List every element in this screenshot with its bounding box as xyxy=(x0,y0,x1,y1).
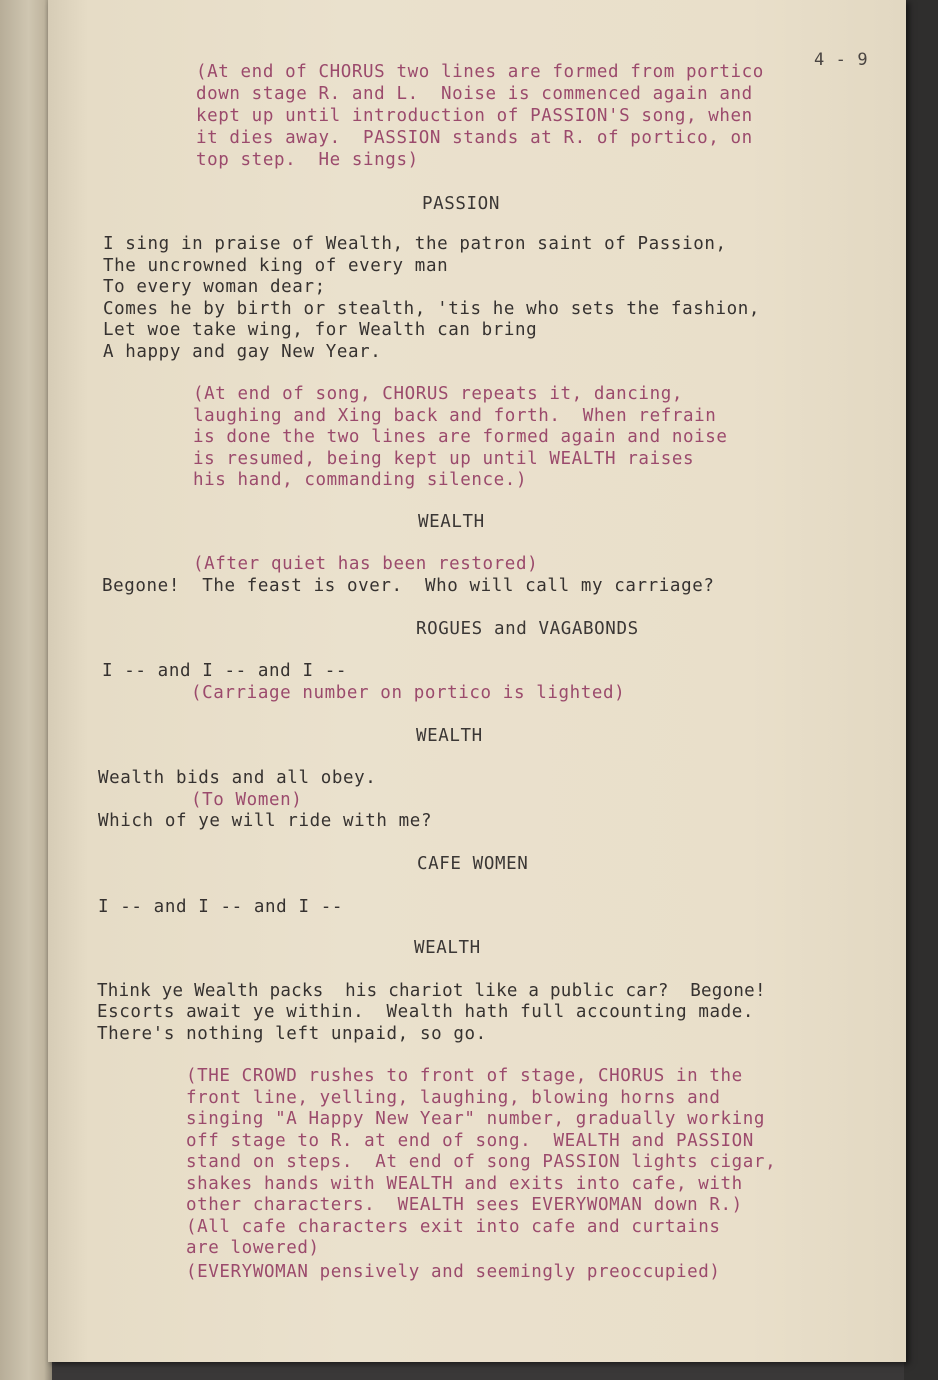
stage-direction-line: (At end of CHORUS two lines are formed from portico xyxy=(196,62,764,82)
stage-direction-line: shakes hands with WEALTH and exits into cafe, with xyxy=(186,1174,743,1194)
speaker-heading: WEALTH xyxy=(418,512,485,532)
dialogue-line: I -- and I -- and I -- xyxy=(102,661,347,681)
stage-direction-line: down stage R. and L. Noise is commenced again and xyxy=(196,84,753,104)
stage-direction-line: singing "A Happy New Year" number, gradually working xyxy=(186,1109,766,1129)
speaker-heading: WEALTH xyxy=(414,938,481,958)
dialogue-line: I -- and I -- and I -- xyxy=(98,897,343,917)
stage-direction-line: are lowered) xyxy=(186,1238,320,1258)
stage-direction-line: top step. He sings) xyxy=(196,150,419,170)
stage-direction-line: other characters. WEALTH sees EVERYWOMAN down R.) xyxy=(186,1195,743,1215)
speaker-heading: PASSION xyxy=(422,194,500,214)
dialogue-line: Comes he by birth or stealth, 'tis he who sets the fashion, xyxy=(103,299,761,319)
stage-direction-line: his hand, commanding silence.) xyxy=(193,470,528,490)
dialogue-line: There's nothing left unpaid, so go. xyxy=(97,1024,487,1044)
script-page xyxy=(48,0,906,1362)
stage-direction-line: (Carriage number on portico is lighted) xyxy=(191,683,626,703)
stage-direction-line: (At end of song, CHORUS repeats it, dancing, xyxy=(193,384,683,404)
dialogue-line: To every woman dear; xyxy=(103,277,326,297)
speaker-heading: ROGUES and VAGABONDS xyxy=(416,619,639,639)
stage-direction-line: is resumed, being kept up until WEALTH raises xyxy=(193,449,695,469)
stage-direction-line: is done the two lines are formed again and noise xyxy=(193,427,728,447)
speaker-heading: CAFE WOMEN xyxy=(417,854,529,874)
speaker-heading: WEALTH xyxy=(416,726,483,746)
stage-direction-line: (EVERYWOMAN pensively and seemingly preoccupied) xyxy=(186,1262,721,1282)
stage-direction-line: stand on steps. At end of song PASSION lights cigar, xyxy=(186,1152,777,1172)
dialogue-line: Think ye Wealth packs his chariot like a public car? Begone! xyxy=(97,981,766,1001)
stage-direction-line: (After quiet has been restored) xyxy=(193,554,539,574)
dialogue-line: I sing in praise of Wealth, the patron saint of Passion, xyxy=(103,234,727,254)
background xyxy=(904,0,938,1380)
facing-page-edge xyxy=(0,0,52,1380)
stage-direction-line: laughing and Xing back and forth. When refrain xyxy=(193,406,717,426)
dialogue-line: Escorts await ye within. Wealth hath full accounting made. xyxy=(97,1002,755,1022)
dialogue-line: Begone! The feast is over. Who will call my carriage? xyxy=(102,576,715,596)
page-number: 4 - 9 xyxy=(814,50,869,70)
stage-direction-line: front line, yelling, laughing, blowing horns and xyxy=(186,1088,721,1108)
dialogue-line: Let woe take wing, for Wealth can bring xyxy=(103,320,538,340)
dialogue-line: Which of ye will ride with me? xyxy=(98,811,433,831)
dialogue-line: Wealth bids and all obey. xyxy=(98,768,377,788)
stage-direction-line: (All cafe characters exit into cafe and curtains xyxy=(186,1217,721,1237)
stage-direction-line: (To Women) xyxy=(191,790,303,810)
stage-direction-line: (THE CROWD rushes to front of stage, CHORUS in the xyxy=(186,1066,743,1086)
dialogue-line: The uncrowned king of every man xyxy=(103,256,449,276)
stage-direction-line: off stage to R. at end of song. WEALTH and PASSION xyxy=(186,1131,754,1151)
stage-direction-line: kept up until introduction of PASSION'S song, when xyxy=(196,106,753,126)
dialogue-line: A happy and gay New Year. xyxy=(103,342,382,362)
stage-direction-line: it dies away. PASSION stands at R. of portico, on xyxy=(196,128,753,148)
